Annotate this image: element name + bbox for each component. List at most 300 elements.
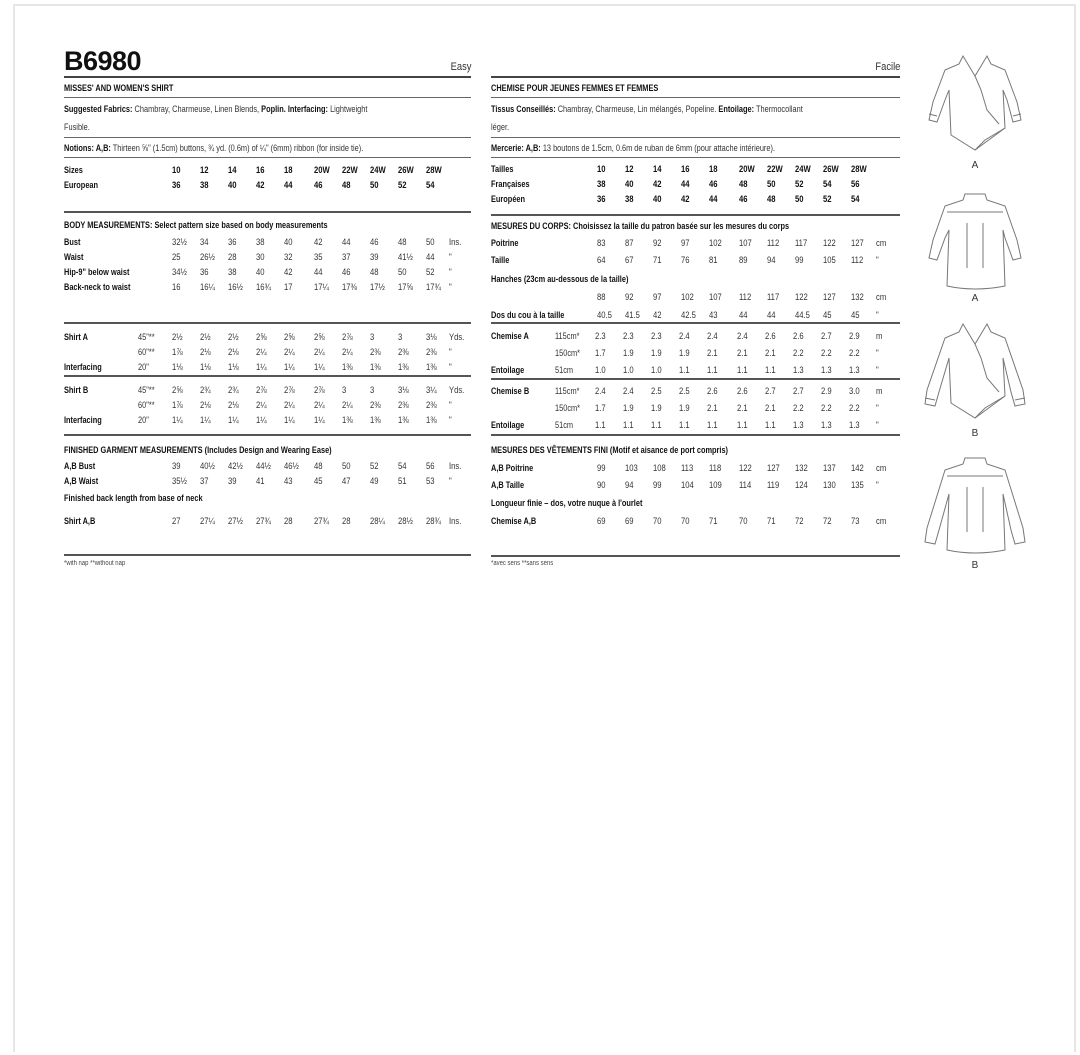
cell-value: 1.9 [623, 348, 634, 358]
cell-value: 1.9 [623, 403, 634, 413]
unit-label: Ins. [449, 237, 462, 247]
cell-value: 2⅜ [398, 400, 409, 410]
cell-value: 2.1 [707, 348, 718, 358]
cell-value: 2.9 [849, 331, 860, 341]
cell-value: 107 [739, 238, 752, 248]
cell-value: 42½ [228, 461, 243, 471]
unit-label: " [876, 365, 879, 375]
difficulty-label: Facile [875, 61, 900, 73]
cell-value: 2.3 [651, 331, 662, 341]
unit-label: " [876, 310, 879, 320]
cell-value: 18 [709, 164, 718, 174]
cell-value: 2.1 [737, 348, 748, 358]
yardage-row [64, 361, 471, 373]
cell-value: 2⅞ [314, 385, 325, 395]
cell-value: 54 [398, 461, 407, 471]
cell-value: 36 [228, 237, 237, 247]
cell-value: 2.2 [821, 403, 832, 413]
cell-value: 112 [739, 292, 752, 302]
row-label: Tailles [491, 164, 514, 174]
cell-value: 16¾ [256, 282, 271, 292]
cell-value: 3 [342, 385, 347, 395]
cell-value: 92 [653, 238, 662, 248]
cell-value: 16½ [228, 282, 243, 292]
unit-label: cm [876, 292, 887, 302]
row-label: Sizes [64, 165, 83, 175]
cell-value: 83 [597, 238, 606, 248]
row-label: Shirt A,B [64, 516, 96, 526]
cell-value: 52 [398, 180, 407, 190]
cell-value: 64 [597, 255, 606, 265]
size-row [491, 163, 900, 175]
cell-value: 48 [398, 237, 407, 247]
cell-value: 28¾ [426, 516, 441, 526]
cell-value: 27¼ [200, 516, 215, 526]
cell-value: 2¼ [314, 347, 325, 357]
divider [491, 157, 900, 158]
cell-value: 42.5 [681, 310, 696, 320]
cell-value: 1⅞ [172, 400, 183, 410]
cell-value: 12 [200, 165, 209, 175]
cell-value: 2.6 [737, 386, 748, 396]
cell-value: 1¼ [314, 415, 325, 425]
cell-value: 2¼ [256, 347, 267, 357]
cell-value: 32½ [172, 237, 187, 247]
cell-value: 2.2 [849, 403, 860, 413]
cell-value: 52 [426, 267, 435, 277]
view-label: A [971, 293, 979, 304]
row-label: A,B Poitrine [491, 463, 534, 473]
cell-value: 22W [767, 164, 783, 174]
cell-value: 39 [370, 252, 379, 262]
unit-label: " [449, 267, 452, 277]
cell-value: 46 [314, 180, 323, 190]
divider [491, 378, 900, 380]
unit-label: " [449, 282, 452, 292]
cell-value: 48 [739, 179, 748, 189]
cell-value: 2⅛ [200, 400, 211, 410]
cell-value: 1¼ [256, 362, 267, 372]
row-label: Chemise A,B [491, 516, 537, 526]
cell-value: 2⅝ [172, 385, 183, 395]
cell-value: 1.1 [595, 420, 606, 430]
hip-heading: Hanches (23cm au-dessous de la taille) [491, 274, 629, 284]
cell-value: 38 [228, 267, 237, 277]
cell-value: 16 [681, 164, 690, 174]
body-measurement-row [491, 254, 900, 266]
cell-value: 2¼ [342, 400, 353, 410]
view-label: B [971, 560, 979, 571]
cell-value: 46½ [284, 461, 299, 471]
cell-value: 44 [426, 252, 435, 262]
cell-value: 88 [597, 292, 606, 302]
cell-value: 2⅞ [284, 385, 295, 395]
cell-value: 2¼ [284, 347, 295, 357]
cell-value: 41½ [398, 252, 413, 262]
cell-value: 41 [256, 476, 265, 486]
cell-value: 2.1 [737, 403, 748, 413]
cell-value: 1⅜ [398, 415, 409, 425]
cell-value: 132 [795, 463, 808, 473]
cell-value: 42 [284, 267, 293, 277]
cell-value: 17⅜ [342, 282, 357, 292]
row-label: A,B Bust [64, 461, 96, 471]
cell-value: 26½ [200, 252, 215, 262]
divider [64, 211, 471, 213]
cell-value: 2.5 [679, 386, 690, 396]
cell-value: 3 [370, 332, 375, 342]
cell-value: 3⅛ [398, 385, 409, 395]
cell-value: 1¼ [284, 362, 295, 372]
cell-value: 2.4 [595, 386, 606, 396]
unit-label: " [449, 476, 452, 486]
cell-value: 70 [653, 516, 662, 526]
cell-value: 28W [851, 164, 867, 174]
body-measurement-row [64, 266, 471, 278]
cell-value: 38 [625, 194, 634, 204]
cell-value: 1.9 [679, 348, 690, 358]
cell-value: 71 [767, 516, 776, 526]
divider [64, 375, 471, 377]
cell-value: 2.4 [737, 331, 748, 341]
cell-value: 24W [370, 165, 386, 175]
cell-value: 2¾ [228, 385, 239, 395]
yardage-row [64, 331, 471, 343]
cell-value: 2½ [172, 332, 183, 342]
cell-value: 36 [200, 267, 209, 277]
cell-value: 2⅞ [342, 332, 353, 342]
row-label: Hip-9" below waist [64, 267, 130, 277]
cell-value: 40 [284, 237, 293, 247]
cell-value: 97 [681, 238, 690, 248]
size-row [491, 178, 900, 190]
cell-value: 97 [653, 292, 662, 302]
cell-value: 50 [342, 461, 351, 471]
cell-value: 2.2 [821, 348, 832, 358]
cell-value: 122 [739, 463, 752, 473]
cell-value: 1⅜ [370, 362, 381, 372]
cell-value: 1⅜ [398, 362, 409, 372]
cell-value: 56 [426, 461, 435, 471]
row-label: Shirt B [64, 385, 89, 395]
cell-value: 50 [426, 237, 435, 247]
french-header [491, 46, 900, 78]
unit-label: Yds. [449, 385, 465, 395]
cell-value: 28½ [398, 516, 413, 526]
cell-value: 40.5 [597, 310, 612, 320]
divider [491, 137, 900, 138]
cell-value: 46 [370, 237, 379, 247]
cell-value: 48 [370, 267, 379, 277]
row-label: Chemise B [491, 386, 530, 396]
cell-value: 17¼ [314, 282, 329, 292]
cell-value: 2.5 [651, 386, 662, 396]
unit-label: " [876, 420, 879, 430]
divider [491, 97, 900, 98]
cell-value: 54 [426, 180, 435, 190]
cell-value: 2.6 [707, 386, 718, 396]
yardage-row [491, 347, 900, 359]
view-label: A [971, 160, 979, 171]
cell-value: 104 [681, 480, 694, 490]
cell-value: 2.9 [821, 386, 832, 396]
cell-value: 50 [795, 194, 804, 204]
fabric-width: 45"** [138, 385, 155, 395]
cell-value: 2⅝ [314, 332, 325, 342]
cell-value: 135 [851, 480, 864, 490]
cell-value: 16¼ [200, 282, 215, 292]
cell-value: 117 [795, 238, 808, 248]
fabric-width: 60"** [138, 347, 155, 357]
cell-value: 1.1 [765, 365, 776, 375]
cell-value: 2⅞ [256, 385, 267, 395]
cell-value: 76 [681, 255, 690, 265]
cell-value: 127 [851, 238, 864, 248]
cell-value: 14 [653, 164, 662, 174]
cell-value: 2¼ [314, 400, 325, 410]
cell-value: 44.5 [795, 310, 810, 320]
cell-value: 30 [256, 252, 265, 262]
unit-label: " [449, 347, 452, 357]
back-length-row [64, 515, 471, 527]
cell-value: 1¼ [284, 415, 295, 425]
unit-label: " [449, 252, 452, 262]
fabric-width: 20" [138, 362, 149, 372]
finished-measurements-heading: FINISHED GARMENT MEASUREMENTS (Includes Design and Wearing Ease) [64, 445, 332, 455]
row-label: A,B Taille [491, 480, 525, 490]
cell-value: 36 [597, 194, 606, 204]
unit-label: " [449, 415, 452, 425]
cell-value: 117 [767, 292, 780, 302]
cell-value: 1.9 [651, 348, 662, 358]
cell-value: 1.1 [737, 365, 748, 375]
cell-value: 50 [398, 267, 407, 277]
divider [64, 554, 471, 556]
body-measurements-heading: BODY MEASUREMENTS: Select pattern size based on body measurements [64, 220, 328, 230]
view-label: B [971, 428, 979, 439]
body-measurement-row [64, 251, 471, 263]
row-label: Bust [64, 237, 81, 247]
footnote: *avec sens **sans sens [491, 560, 554, 567]
cell-value: 1¼ [256, 415, 267, 425]
cell-value: 3 [370, 385, 375, 395]
cell-value: 44 [314, 267, 323, 277]
cell-value: 45 [314, 476, 323, 486]
cell-value: 27½ [228, 516, 243, 526]
cell-value: 2.1 [765, 348, 776, 358]
unit-label: " [449, 362, 452, 372]
cell-value: 18 [284, 165, 293, 175]
cell-value: 89 [739, 255, 748, 265]
cell-value: 36 [172, 180, 181, 190]
cell-value: 1.1 [707, 420, 718, 430]
cell-value: 2.2 [793, 348, 804, 358]
cell-value: 1⅛ [228, 362, 239, 372]
cell-value: 2⅜ [370, 347, 381, 357]
cell-value: 44 [342, 237, 351, 247]
cell-value: 50 [370, 180, 379, 190]
cell-value: 1⅜ [426, 362, 437, 372]
divider [491, 555, 900, 557]
cell-value: 54 [851, 194, 860, 204]
yardage-row [64, 346, 471, 358]
cell-value: 1.3 [793, 420, 804, 430]
cell-value: 1¼ [172, 415, 183, 425]
row-label: European [64, 180, 99, 190]
body-measurement-row [491, 237, 900, 249]
cell-value: 108 [653, 463, 666, 473]
cell-value: 2⅜ [426, 400, 437, 410]
cell-value: 122 [823, 238, 836, 248]
cell-value: 39 [172, 461, 181, 471]
cell-value: 94 [767, 255, 776, 265]
unit-label: Ins. [449, 516, 462, 526]
cell-value: 69 [597, 516, 606, 526]
cell-value: 2¼ [284, 400, 295, 410]
cell-value: 56 [851, 179, 860, 189]
cell-value: 2.7 [765, 386, 776, 396]
cell-value: 69 [625, 516, 634, 526]
fabrics-line-2: léger. [491, 122, 510, 132]
cell-value: 1.9 [679, 403, 690, 413]
yardage-row [491, 385, 900, 397]
cell-value: 107 [709, 292, 722, 302]
cell-value: 1.3 [821, 365, 832, 375]
unit-label: " [876, 480, 879, 490]
body-measurements-heading: MESURES DU CORPS: Choisissez la taille du patron basée sur les mesures du corps [491, 221, 790, 231]
cell-value: 1¼ [228, 415, 239, 425]
footnote: *with nap **without nap [64, 560, 126, 567]
cell-value: 3⅛ [426, 332, 437, 342]
cell-value: 12 [625, 164, 634, 174]
shirt-front-icon [915, 50, 1035, 160]
cell-value: 35 [314, 252, 323, 262]
cell-value: 44 [681, 179, 690, 189]
cell-value: 48 [767, 194, 776, 204]
cell-value: 34½ [172, 267, 187, 277]
cell-value: 3.0 [849, 386, 860, 396]
cell-value: 38 [200, 180, 209, 190]
cell-value: 2⅜ [426, 347, 437, 357]
cell-value: 1.3 [793, 365, 804, 375]
cell-value: 40½ [200, 461, 215, 471]
cell-value: 28¼ [370, 516, 385, 526]
cell-value: 2.1 [765, 403, 776, 413]
fabrics-line: Suggested Fabrics: Chambray, Charmeuse, Linen Blends, Poplin. Interfacing: Lightweight [64, 104, 368, 114]
cell-value: 2.1 [707, 403, 718, 413]
cell-value: 1.1 [623, 420, 634, 430]
finished-measurement-row [64, 475, 471, 487]
notions-line: Mercerie: A,B: 13 boutons de 1.5cm, 0.6m de ruban de 6mm (pour attache intérieure). [491, 143, 776, 153]
cell-value: 52 [823, 194, 832, 204]
cell-value: 2.4 [707, 331, 718, 341]
cell-value: 42 [681, 194, 690, 204]
cell-value: 37 [342, 252, 351, 262]
row-label: Entoilage [491, 365, 525, 375]
cell-value: 1.1 [765, 420, 776, 430]
row-label: Entoilage [491, 420, 525, 430]
divider [491, 214, 900, 216]
cell-value: 52 [370, 461, 379, 471]
unit-label: cm [876, 516, 887, 526]
cell-value: 1.1 [679, 365, 690, 375]
cell-value: 28 [228, 252, 237, 262]
cell-value: 1.3 [821, 420, 832, 430]
row-label: Interfacing [64, 415, 102, 425]
cell-value: 1¼ [314, 362, 325, 372]
cell-value: 137 [823, 463, 836, 473]
cell-value: 46 [709, 179, 718, 189]
cell-value: 94 [625, 480, 634, 490]
unit-label: Yds. [449, 332, 465, 342]
cell-value: 17½ [370, 282, 385, 292]
cell-value: 25 [172, 252, 181, 262]
back-length-heading: Longueur finie – dos, votre nuque à l'ourlet [491, 498, 643, 508]
illustration-b-back [915, 452, 1035, 571]
cell-value: 2⅛ [228, 347, 239, 357]
cell-value: 99 [653, 480, 662, 490]
cell-value: 1¼ [200, 415, 211, 425]
cell-value: 2¼ [342, 347, 353, 357]
row-label: A,B Waist [64, 476, 99, 486]
cell-value: 46 [739, 194, 748, 204]
cell-value: 48 [342, 180, 351, 190]
cell-value: 118 [709, 463, 722, 473]
cell-value: 17 [284, 282, 293, 292]
cell-value: 1.7 [595, 403, 606, 413]
cell-value: 2⅝ [256, 332, 267, 342]
unit-label: m [876, 331, 883, 341]
cell-value: 102 [681, 292, 694, 302]
row-label: Françaises [491, 179, 530, 189]
finished-measurement-row [491, 462, 900, 474]
cell-value: 87 [625, 238, 634, 248]
cell-value: 49 [370, 476, 379, 486]
difficulty-label: Easy [450, 61, 471, 73]
shirt-front-icon [915, 318, 1035, 428]
cell-value: 132 [851, 292, 864, 302]
yardage-row [64, 384, 471, 396]
cell-value: 2.7 [821, 331, 832, 341]
cell-value: 2.3 [623, 331, 634, 341]
body-measurement-row [64, 236, 471, 248]
unit-label: " [449, 400, 452, 410]
cell-value: 16 [172, 282, 181, 292]
cell-value: 40 [256, 267, 265, 277]
cell-value: 43 [709, 310, 718, 320]
cell-value: 27¾ [256, 516, 271, 526]
cell-value: 112 [851, 255, 864, 265]
cell-value: 14 [228, 165, 237, 175]
unit-label: " [876, 348, 879, 358]
fabric-width: 20" [138, 415, 149, 425]
cell-value: 2⅛ [200, 347, 211, 357]
cell-value: 72 [823, 516, 832, 526]
cell-value: 2.3 [595, 331, 606, 341]
cell-value: 42 [314, 237, 323, 247]
cell-value: 71 [653, 255, 662, 265]
divider [491, 322, 900, 324]
cell-value: 20W [314, 165, 330, 175]
cell-value: 54 [823, 179, 832, 189]
fabrics-line-2: Fusible. [64, 122, 90, 132]
unit-label: Ins. [449, 461, 462, 471]
garment-title: CHEMISE POUR JEUNES FEMMES ET FEMMES [491, 83, 659, 93]
body-measurement-row [491, 291, 900, 303]
fabric-width: 60"** [138, 400, 155, 410]
yardage-row [64, 399, 471, 411]
cell-value: 52 [795, 179, 804, 189]
